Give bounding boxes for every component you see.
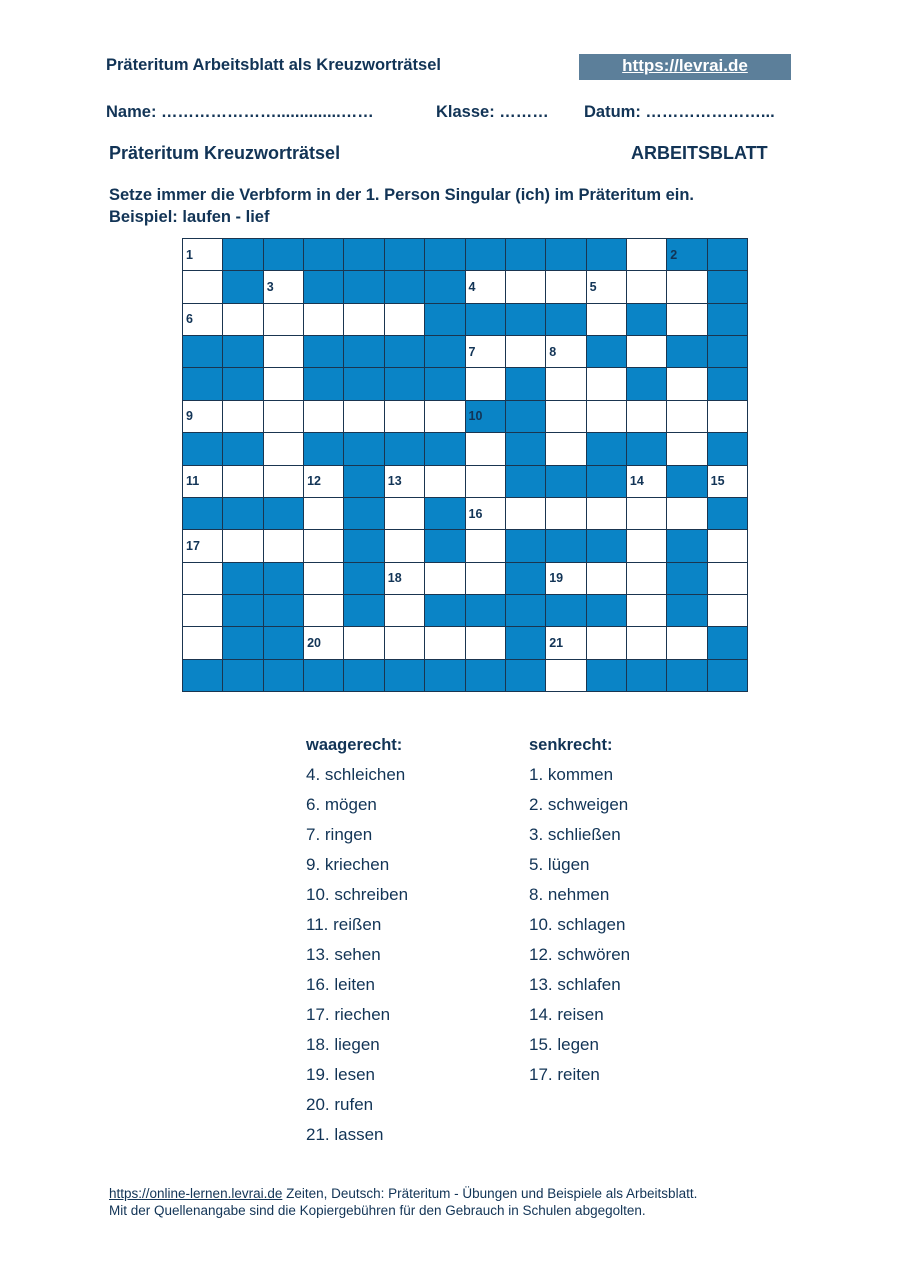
blocked-cell: [627, 304, 666, 335]
clue-item: 18. liegen: [306, 1035, 380, 1054]
answer-cell[interactable]: [183, 304, 222, 335]
blocked-cell: [708, 239, 747, 270]
answer-cell[interactable]: [385, 530, 424, 561]
blocked-cell: [223, 660, 262, 691]
answer-cell[interactable]: [183, 401, 222, 432]
blocked-cell: [506, 530, 545, 561]
blocked-cell: [506, 368, 545, 399]
answer-cell[interactable]: [587, 498, 626, 529]
answer-cell[interactable]: [667, 368, 706, 399]
clue-item: 3. schließen: [529, 825, 621, 844]
blocked-cell: [223, 498, 262, 529]
clue-number: 17: [186, 538, 200, 553]
answer-cell[interactable]: [546, 401, 585, 432]
answer-cell[interactable]: [183, 563, 222, 594]
answer-cell[interactable]: [304, 595, 343, 626]
blocked-cell: [264, 239, 303, 270]
blocked-cell: [506, 304, 545, 335]
blocked-cell: [264, 563, 303, 594]
answer-cell[interactable]: [667, 401, 706, 432]
blocked-cell: [385, 336, 424, 367]
blocked-cell: [344, 433, 383, 464]
blocked-cell: [304, 239, 343, 270]
clue-number: 10: [468, 409, 483, 424]
answer-cell[interactable]: [183, 627, 222, 658]
clue-number: 15: [710, 474, 725, 489]
answer-cell[interactable]: [183, 271, 222, 302]
blocked-cell: [425, 239, 464, 270]
answer-cell[interactable]: [264, 401, 303, 432]
answer-cell[interactable]: [385, 401, 424, 432]
clue-number: 7: [468, 344, 476, 359]
answer-cell[interactable]: [506, 336, 545, 367]
clue-item: 13. sehen: [306, 945, 381, 964]
blocked-cell: [506, 401, 545, 432]
clue-item: 6. mögen: [306, 795, 377, 814]
answer-cell[interactable]: [466, 563, 505, 594]
answer-cell[interactable]: [264, 271, 303, 302]
blocked-cell: [506, 433, 545, 464]
clue-number: 11: [186, 474, 200, 489]
answer-cell[interactable]: [304, 304, 343, 335]
clue-item: 16. leiten: [306, 975, 375, 994]
answer-cell[interactable]: [546, 498, 585, 529]
blocked-cell: [344, 530, 383, 561]
blocked-cell: [587, 660, 626, 691]
clue-item: 10. schlagen: [529, 915, 626, 934]
across-clue-list: [306, 765, 408, 1155]
blocked-cell: [223, 563, 262, 594]
blocked-cell: [344, 466, 383, 497]
blocked-cell: [264, 660, 303, 691]
blocked-cell: [344, 563, 383, 594]
blocked-cell: [304, 433, 343, 464]
clue-item: 9. kriechen: [306, 855, 390, 874]
answer-cell[interactable]: [587, 368, 626, 399]
blocked-cell: [506, 660, 545, 691]
answer-cell[interactable]: [546, 336, 585, 367]
footer-link[interactable]: https://online-lernen.levrai.de: [109, 1186, 283, 1201]
answer-cell[interactable]: [627, 239, 666, 270]
blocked-cell: [506, 563, 545, 594]
clue-number: 2: [670, 247, 678, 262]
blocked-cell: [344, 271, 383, 302]
blocked-cell: [587, 433, 626, 464]
answer-cell[interactable]: [183, 466, 222, 497]
clue-item: 11. reißen: [306, 915, 382, 934]
answer-cell[interactable]: [264, 433, 303, 464]
footer-line-1: [109, 1186, 697, 1201]
blocked-cell: [667, 336, 706, 367]
answer-cell[interactable]: [223, 466, 262, 497]
footer-line-1-text: Zeiten, Deutsch: Präteritum - Übungen und Beispiele als Arbeitsblatt.: [282, 1186, 698, 1201]
class-field: Klasse: ………: [436, 103, 549, 121]
down-clue-list: [529, 765, 630, 1095]
clue-number: 21: [549, 635, 564, 650]
clue-item: 12. schwören: [529, 945, 631, 964]
blocked-cell: [466, 304, 505, 335]
blocked-cell: [667, 595, 706, 626]
answer-cell[interactable]: [264, 466, 303, 497]
blocked-cell: [223, 336, 262, 367]
answer-cell[interactable]: [708, 595, 747, 626]
answer-cell[interactable]: [708, 466, 747, 497]
blocked-cell: [587, 466, 626, 497]
answer-cell[interactable]: [425, 627, 464, 658]
clue-number: 14: [629, 474, 644, 489]
answer-cell[interactable]: [667, 627, 706, 658]
blocked-cell: [708, 368, 747, 399]
clue-number: 20: [307, 635, 321, 650]
blocked-cell: [425, 336, 464, 367]
answer-cell[interactable]: [385, 498, 424, 529]
answer-cell[interactable]: [344, 304, 383, 335]
blocked-cell: [425, 271, 464, 302]
blocked-cell: [425, 304, 464, 335]
blocked-cell: [183, 433, 222, 464]
blocked-cell: [425, 433, 464, 464]
clue-item: 17. reiten: [529, 1065, 600, 1084]
answer-cell[interactable]: [506, 498, 545, 529]
answer-cell[interactable]: [587, 401, 626, 432]
blocked-cell: [708, 433, 747, 464]
answer-cell[interactable]: [627, 271, 666, 302]
blocked-cell: [385, 433, 424, 464]
blocked-cell: [587, 530, 626, 561]
blocked-cell: [466, 401, 505, 432]
answer-cell[interactable]: [223, 401, 262, 432]
blocked-cell: [506, 627, 545, 658]
blocked-cell: [223, 627, 262, 658]
blocked-cell: [183, 498, 222, 529]
clue-number: 18: [387, 571, 402, 586]
blocked-cell: [667, 239, 706, 270]
blocked-cell: [425, 498, 464, 529]
answer-cell[interactable]: [304, 530, 343, 561]
blocked-cell: [466, 595, 505, 626]
clue-item: 19. lesen: [306, 1065, 375, 1084]
clue-item: 21. lassen: [306, 1125, 384, 1144]
document-title: Präteritum Arbeitsblatt als Kreuzworträtsel: [106, 56, 441, 74]
blocked-cell: [627, 433, 666, 464]
blocked-cell: [587, 336, 626, 367]
answer-cell[interactable]: [304, 498, 343, 529]
blocked-cell: [708, 627, 747, 658]
answer-cell[interactable]: [587, 627, 626, 658]
blocked-cell: [466, 660, 505, 691]
answer-cell[interactable]: [627, 466, 666, 497]
example-text: Beispiel: laufen - lief: [109, 208, 270, 226]
blocked-cell: [506, 239, 545, 270]
clue-number: 1: [186, 247, 193, 262]
answer-cell[interactable]: [546, 433, 585, 464]
answer-cell[interactable]: [667, 498, 706, 529]
answer-cell[interactable]: [466, 627, 505, 658]
blocked-cell: [708, 304, 747, 335]
blocked-cell: [344, 239, 383, 270]
blocked-cell: [667, 660, 706, 691]
answer-cell[interactable]: [546, 271, 585, 302]
blocked-cell: [425, 530, 464, 561]
answer-cell[interactable]: [627, 595, 666, 626]
blocked-cell: [506, 466, 545, 497]
answer-cell[interactable]: [425, 563, 464, 594]
answer-cell[interactable]: [667, 433, 706, 464]
answer-cell[interactable]: [667, 304, 706, 335]
site-link[interactable]: [579, 54, 791, 80]
footer-line-2: Mit der Quellenangabe sind die Kopiergebühren für den Gebrauch in Schulen abgegolten.: [109, 1203, 646, 1218]
answer-cell[interactable]: [385, 595, 424, 626]
answer-cell[interactable]: [546, 368, 585, 399]
answer-cell[interactable]: [425, 466, 464, 497]
blocked-cell: [587, 239, 626, 270]
answer-cell[interactable]: [708, 401, 747, 432]
blocked-cell: [667, 563, 706, 594]
blocked-cell: [466, 239, 505, 270]
clue-item: 1. kommen: [529, 765, 614, 784]
blocked-cell: [627, 660, 666, 691]
clue-number: 19: [549, 571, 564, 586]
answer-cell[interactable]: [466, 368, 505, 399]
clue-item: 10. schreiben: [306, 885, 409, 904]
answer-cell[interactable]: [708, 563, 747, 594]
blocked-cell: [667, 530, 706, 561]
worksheet-label: ARBEITSBLATT: [631, 143, 768, 163]
answer-cell[interactable]: [264, 530, 303, 561]
blocked-cell: [264, 627, 303, 658]
answer-cell[interactable]: [183, 595, 222, 626]
blocked-cell: [708, 336, 747, 367]
answer-cell[interactable]: [344, 401, 383, 432]
clue-item: 14. reisen: [529, 1005, 604, 1024]
answer-cell[interactable]: [627, 530, 666, 561]
blocked-cell: [183, 660, 222, 691]
blocked-cell: [385, 368, 424, 399]
blocked-cell: [546, 466, 585, 497]
clue-number: 8: [549, 344, 557, 359]
clue-item: 8. nehmen: [529, 885, 610, 904]
answer-cell[interactable]: [667, 271, 706, 302]
answer-cell[interactable]: [304, 627, 343, 658]
answer-cell[interactable]: [506, 271, 545, 302]
blocked-cell: [546, 304, 585, 335]
answer-cell[interactable]: [627, 336, 666, 367]
blocked-cell: [627, 368, 666, 399]
clue-number: 9: [186, 409, 193, 424]
answer-cell[interactable]: [627, 498, 666, 529]
answer-cell[interactable]: [587, 304, 626, 335]
clue-number: 5: [589, 280, 597, 295]
clue-item: 15. legen: [529, 1035, 599, 1054]
site-link-text[interactable]: https://levrai.de: [622, 56, 748, 75]
blocked-cell: [223, 271, 262, 302]
answer-cell[interactable]: [264, 368, 303, 399]
clue-item: 5. lügen: [529, 855, 590, 874]
clue-number: 6: [186, 312, 193, 327]
answer-cell[interactable]: [304, 563, 343, 594]
clue-item: 13. schlafen: [529, 975, 621, 994]
clue-number: 12: [307, 474, 321, 489]
clue-number: 13: [387, 474, 402, 489]
blocked-cell: [264, 595, 303, 626]
answer-cell[interactable]: [627, 627, 666, 658]
blocked-cell: [546, 595, 585, 626]
clue-item: 7. ringen: [306, 825, 373, 844]
blocked-cell: [183, 336, 222, 367]
answer-cell[interactable]: [587, 563, 626, 594]
answer-cell[interactable]: [223, 530, 262, 561]
blocked-cell: [304, 336, 343, 367]
answer-cell[interactable]: [708, 530, 747, 561]
answer-cell[interactable]: [466, 530, 505, 561]
blocked-cell: [667, 466, 706, 497]
blocked-cell: [708, 498, 747, 529]
blocked-cell: [344, 660, 383, 691]
blocked-cell: [344, 336, 383, 367]
blocked-cell: [506, 595, 545, 626]
clue-item: 2. schweigen: [529, 795, 629, 814]
crossword-grid: [182, 238, 748, 692]
answer-cell[interactable]: [264, 336, 303, 367]
clue-number: 16: [468, 506, 483, 521]
blocked-cell: [385, 271, 424, 302]
blocked-cell: [425, 595, 464, 626]
answer-cell[interactable]: [385, 563, 424, 594]
answer-cell[interactable]: [466, 466, 505, 497]
clue-item: 4. schleichen: [306, 765, 406, 784]
blocked-cell: [183, 368, 222, 399]
worksheet-title: Präteritum Kreuzworträtsel: [109, 143, 341, 163]
clue-item: 20. rufen: [306, 1095, 374, 1114]
answer-cell[interactable]: [223, 304, 262, 335]
blocked-cell: [385, 660, 424, 691]
clue-number: 4: [468, 280, 476, 295]
blocked-cell: [546, 239, 585, 270]
blocked-cell: [304, 660, 343, 691]
answer-cell[interactable]: [466, 336, 505, 367]
answer-cell[interactable]: [385, 627, 424, 658]
answer-cell[interactable]: [264, 304, 303, 335]
answer-cell[interactable]: [466, 498, 505, 529]
blocked-cell: [304, 271, 343, 302]
answer-cell[interactable]: [385, 466, 424, 497]
blocked-cell: [708, 660, 747, 691]
clue-item: 17. riechen: [306, 1005, 391, 1024]
answer-cell[interactable]: [466, 433, 505, 464]
blocked-cell: [587, 595, 626, 626]
date-field: Datum: …………………...: [584, 103, 775, 121]
blocked-cell: [223, 239, 262, 270]
blocked-cell: [344, 368, 383, 399]
blocked-cell: [264, 498, 303, 529]
instruction-text: Setze immer die Verbform in der 1. Person Singular (ich) im Präteritum ein.: [109, 186, 694, 204]
blocked-cell: [425, 660, 464, 691]
blocked-cell: [344, 595, 383, 626]
blocked-cell: [708, 271, 747, 302]
blocked-cell: [304, 368, 343, 399]
across-heading: waagerecht:: [306, 736, 403, 754]
answer-cell[interactable]: [183, 239, 222, 270]
blocked-cell: [223, 595, 262, 626]
answer-cell[interactable]: [546, 563, 585, 594]
blocked-cell: [385, 239, 424, 270]
answer-cell[interactable]: [344, 627, 383, 658]
answer-cell[interactable]: [546, 660, 585, 691]
answer-cell[interactable]: [587, 271, 626, 302]
answer-cell[interactable]: [304, 401, 343, 432]
answer-cell[interactable]: [627, 563, 666, 594]
blocked-cell: [344, 498, 383, 529]
blocked-cell: [546, 530, 585, 561]
answer-cell[interactable]: [546, 627, 585, 658]
blocked-cell: [223, 368, 262, 399]
answer-cell[interactable]: [627, 401, 666, 432]
answer-cell[interactable]: [385, 304, 424, 335]
blocked-cell: [223, 433, 262, 464]
blocked-cell: [425, 368, 464, 399]
name-field: Name: …………………..............……: [106, 103, 374, 121]
answer-cell[interactable]: [466, 271, 505, 302]
clue-number: 3: [266, 280, 274, 295]
answer-cell[interactable]: [304, 466, 343, 497]
answer-cell[interactable]: [425, 401, 464, 432]
answer-cell[interactable]: [183, 530, 222, 561]
down-heading: senkrecht:: [529, 736, 613, 754]
